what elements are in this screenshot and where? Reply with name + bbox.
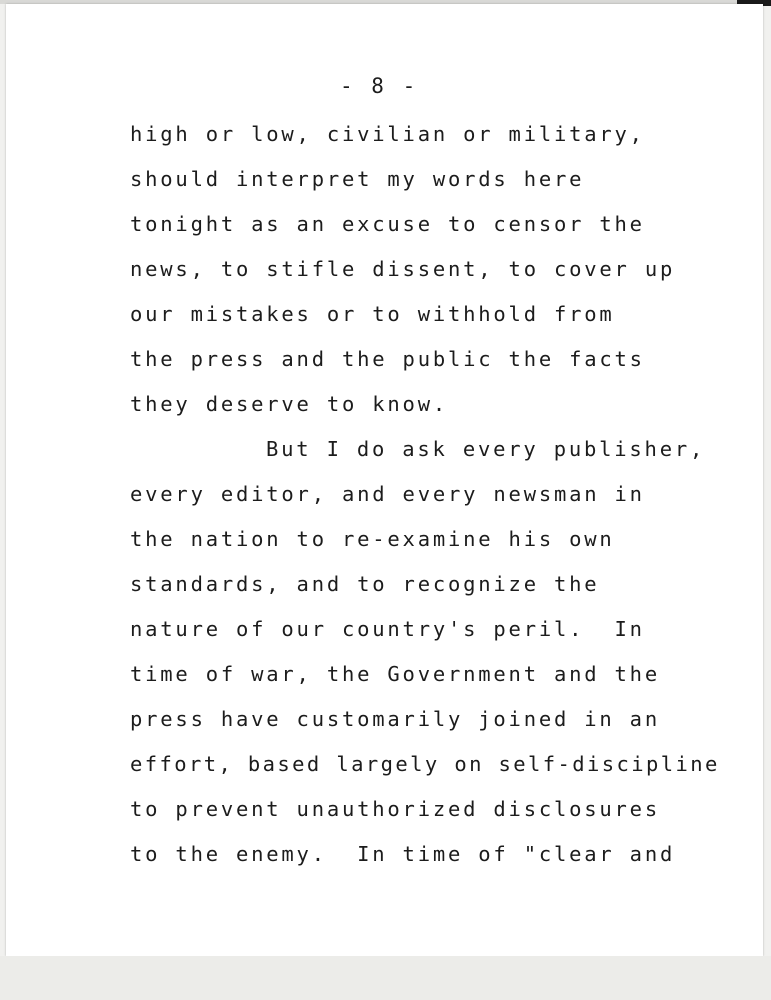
text-line-2: should interpret my words here [130,167,585,191]
text-line-15: effort, based largely on self-discipline [130,752,720,776]
text-line-6: the press and the public the facts [130,347,645,371]
text-line-3: tonight as an excuse to censor the [130,212,645,236]
text-line-10: the nation to re-examine his own [130,527,615,551]
text-line-4: news, to stifle dissent, to cover up [130,257,676,281]
text-line-9: every editor, and every newsman in [130,482,645,506]
text-line-11: standards, and to recognize the [130,572,600,596]
text-line-8-paragraph-start: But I do ask every publisher, [266,437,706,461]
text-line-14: press have customarily joined in an [130,707,660,731]
text-line-5: our mistakes or to withhold from [130,302,615,326]
text-line-1: high or low, civilian or military, [130,122,645,146]
text-line-13: time of war, the Government and the [130,662,660,686]
text-line-7: they deserve to know. [130,392,448,416]
text-line-16: to prevent unauthorized disclosures [130,797,660,821]
page-number: - 8 - [340,74,419,98]
text-line-17: to the enemy. In time of "clear and [130,842,676,866]
text-line-12: nature of our country's peril. In [130,617,645,641]
scan-bottom-band [0,956,771,1000]
